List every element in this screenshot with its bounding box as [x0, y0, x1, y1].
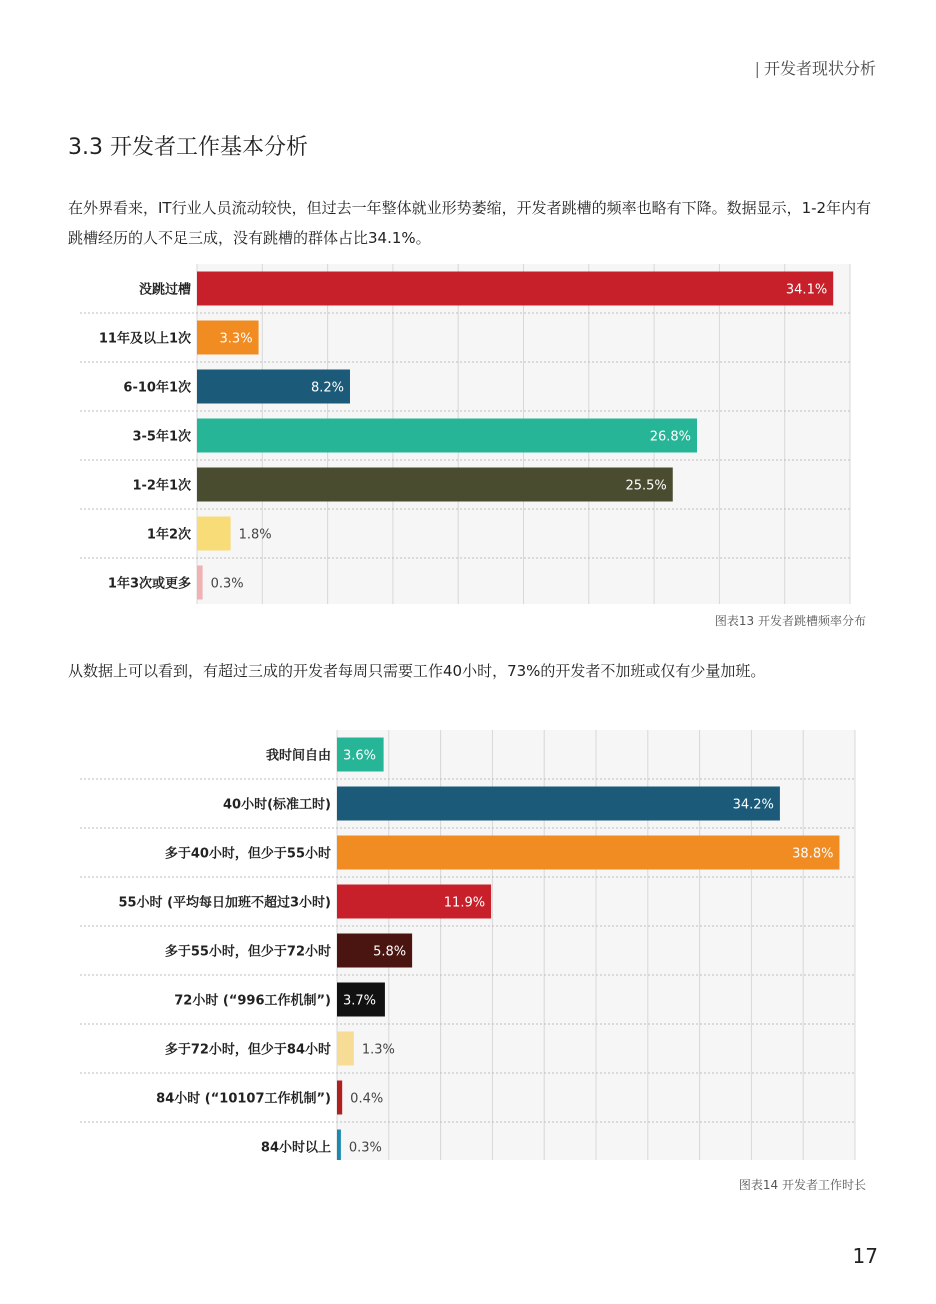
category-label: 84小时 (“10107工作机制”)	[156, 1091, 331, 1107]
value-label: 11.9%	[443, 895, 486, 911]
category-label: 1年2次	[146, 527, 191, 543]
bar-2	[337, 787, 780, 821]
category-label: 6-10年1次	[123, 380, 191, 396]
chart-caption-13: 图表13 开发者跳槽频率分布	[714, 614, 866, 628]
value-label: 25.5%	[625, 478, 667, 494]
bar-4	[197, 419, 697, 453]
category-label: 11年及以上1次	[98, 331, 191, 347]
value-label: 38.8%	[792, 846, 834, 862]
bar-1	[197, 272, 833, 306]
value-label: 0.3%	[210, 576, 244, 592]
value-label: 1.3%	[361, 1042, 395, 1058]
bar-6	[197, 517, 231, 551]
bar-9	[337, 1130, 341, 1161]
category-label: 1-2年1次	[132, 478, 191, 494]
job-hopping-chart	[0, 264, 936, 604]
category-label: 我时间自由	[265, 748, 331, 764]
category-label: 72小时 (“996工作机制”)	[174, 993, 331, 1009]
header-section-text: 开发者现状分析	[763, 59, 876, 78]
category-label: 没跳过槽	[138, 282, 191, 298]
bar-3	[337, 836, 839, 870]
header-divider: |	[754, 59, 760, 78]
value-label: 5.8%	[373, 944, 407, 960]
bar-7	[197, 566, 203, 600]
value-label: 34.1%	[785, 282, 828, 298]
category-label: 多于72小时，但少于84小时	[164, 1042, 331, 1058]
category-label: 3-5年1次	[132, 429, 191, 445]
category-label: 40小时(标准工时)	[223, 797, 331, 813]
bar-7	[337, 1032, 354, 1066]
bar-5	[197, 468, 673, 502]
bar-8	[337, 1081, 342, 1115]
paragraph-job-hopping: 在外界看来，IT行业人员流动较快，但过去一年整体就业形势萎缩，开发者跳槽的频率也略有下降。数据显示，1-2年内有跳槽经历的人不足三成，没有跳槽的群体占比34.1%。	[68, 199, 872, 247]
category-label: 84小时以上	[260, 1140, 331, 1156]
category-label: 1年3次或更多	[107, 576, 191, 592]
value-label: 3.6%	[343, 748, 377, 764]
category-label: 多于40小时，但少于55小时	[164, 846, 331, 862]
category-label: 55小时 (平均每日加班不超过3小时)	[118, 895, 331, 911]
value-label: 3.7%	[343, 993, 377, 1009]
section-title: 3.3 开发者工作基本分析	[68, 135, 308, 160]
value-label: 26.8%	[649, 429, 692, 445]
category-label: 多于55小时，但少于72小时	[164, 944, 331, 960]
page-number: 17	[852, 1244, 878, 1268]
working-hours-chart	[0, 730, 936, 1160]
value-label: 0.4%	[350, 1091, 384, 1107]
value-label: 1.8%	[238, 527, 272, 543]
value-label: 3.3%	[219, 331, 253, 347]
value-label: 8.2%	[310, 380, 344, 396]
value-label: 0.3%	[348, 1140, 382, 1156]
chart-caption-14: 图表14 开发者工作时长	[738, 1178, 866, 1192]
value-label: 34.2%	[732, 797, 774, 813]
paragraph-working-hours: 从数据上可以看到，有超过三成的开发者每周只需要工作40小时，73%的开发者不加班或仅有少量加班。	[68, 662, 766, 680]
header-section-label	[755, 56, 876, 79]
